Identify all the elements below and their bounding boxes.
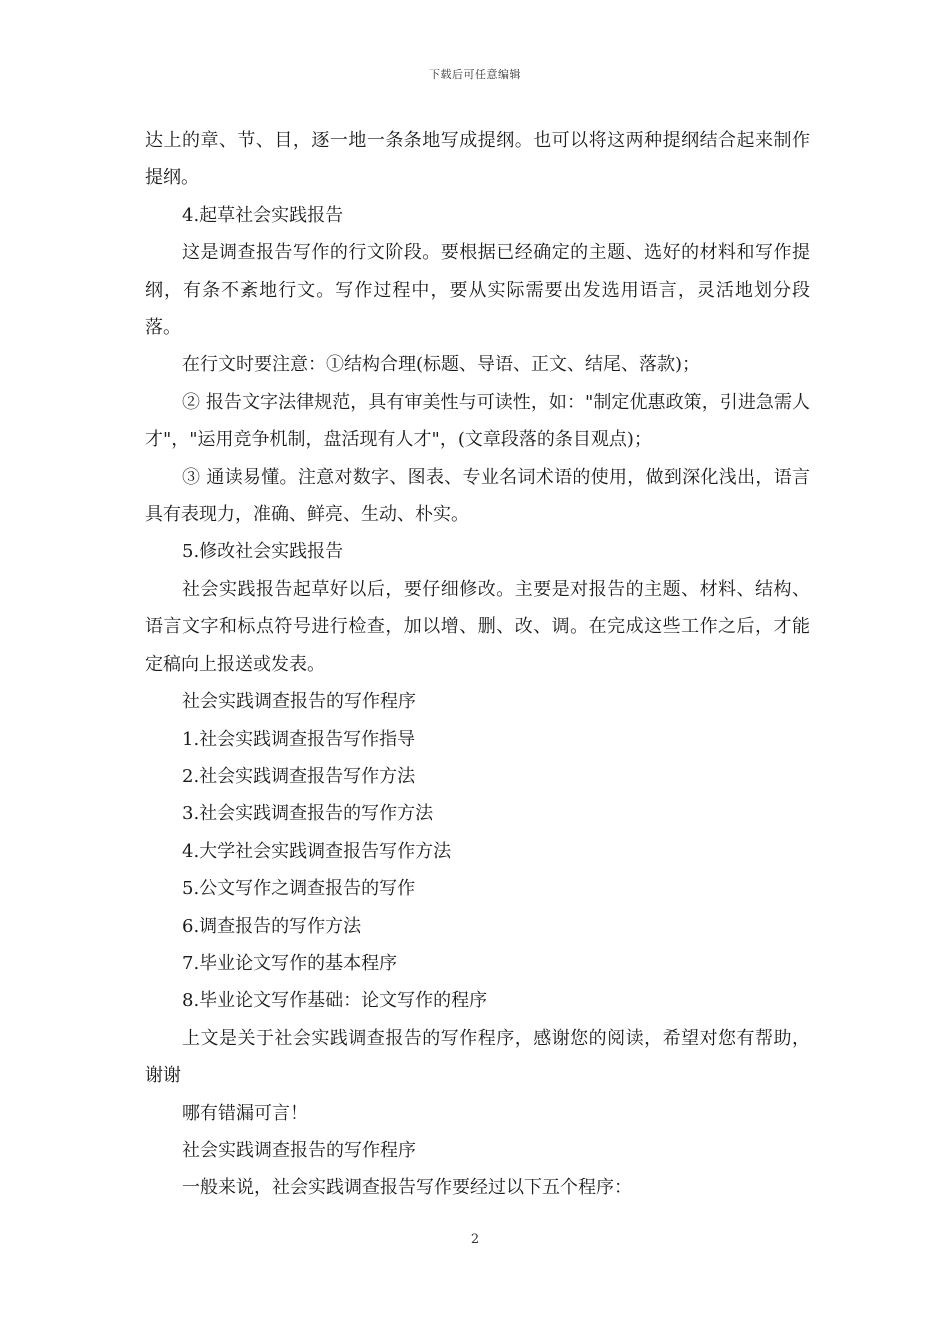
- paragraph: 达上的章、节、目，逐一地一条条地写成提纲。也可以将这两种提纲结合起来制作提纲。: [145, 130, 810, 189]
- list-item: 2.社会实践调查报告写作方法: [182, 765, 416, 787]
- paragraph: 一般来说，社会实践调查报告写作要经过以下五个程序：: [182, 1177, 632, 1199]
- list-item: 4.大学社会实践调查报告写作方法: [182, 840, 452, 862]
- list-item: 3.社会实践调查报告的写作方法: [182, 803, 434, 825]
- paragraph: 这是调查报告写作的行文阶段。要根据已经确定的主题、选好的材料和写作提纲，有条不紊地行文。写作过程中，要从实际需要出发选用语言，灵活地划分段落。: [145, 242, 810, 339]
- page-header: 下载后可任意编辑: [429, 68, 521, 81]
- list-item: 8.毕业论文写作基础：论文写作的程序: [182, 990, 488, 1012]
- section-heading: 社会实践调查报告的写作程序: [182, 1139, 416, 1161]
- list-item: 5.公文写作之调查报告的写作: [182, 878, 416, 900]
- document-body: [145, 122, 810, 1207]
- page-number: 2: [470, 1232, 480, 1247]
- list-item: 7.毕业论文写作的基本程序: [182, 952, 398, 974]
- paragraph: 上文是关于社会实践调查报告的写作程序，感谢您的阅读，希望对您有帮助，谢谢: [145, 1027, 810, 1087]
- list-item: 1.社会实践调查报告写作指导: [182, 728, 416, 750]
- paragraph: ② 报告文字法律规范，具有审美性与可读性，如："制定优惠政策，引进急需人才"，"运用竞争机制，盘活现有人才"，(文章段落的条目观点)；: [145, 391, 810, 451]
- list-title: 社会实践调查报告的写作程序: [182, 691, 416, 713]
- paragraph: ③ 通读易懂。注意对数字、图表、专业名词术语的使用，做到深化浅出，语言具有表现力，准确、鲜亮、生动、朴实。: [145, 466, 810, 526]
- section-heading: 4.起草社会实践报告: [182, 204, 344, 226]
- section-heading: 5.修改社会实践报告: [182, 541, 344, 563]
- paragraph: 在行文时要注意：①结构合理(标题、导语、正文、结尾、落款)；: [182, 354, 701, 376]
- paragraph: 社会实践报告起草好以后，要仔细修改。主要是对报告的主题、材料、结构、语言文字和标点符号进行检查，加以增、删、改、调。在完成这些工作之后，才能定稿向上报送或发表。: [145, 578, 810, 675]
- paragraph: 哪有错漏可言！: [182, 1102, 308, 1124]
- list-item: 6.调查报告的写作方法: [182, 915, 362, 937]
